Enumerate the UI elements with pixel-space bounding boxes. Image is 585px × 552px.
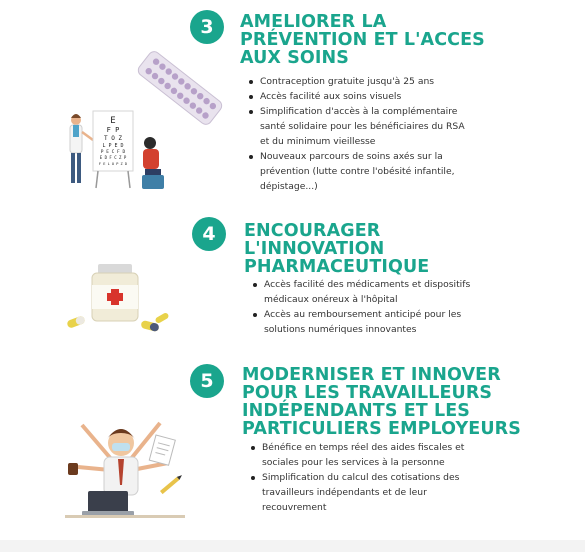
bullet-text: solutions numériques innovantes xyxy=(264,324,417,335)
eye-chart-icon xyxy=(93,111,133,188)
title-line: ENCOURAGER xyxy=(244,221,381,241)
list-item xyxy=(248,89,465,104)
bullet-text: Accès facilité aux soins visuels xyxy=(260,91,402,102)
section-3 xyxy=(0,0,585,200)
bullet-list xyxy=(250,440,464,515)
pencil-icon xyxy=(160,474,183,494)
bullet-text: Nouveaux parcours de soins axés sur la xyxy=(260,151,443,162)
list-item xyxy=(250,470,464,515)
bullet-text: et du minimum vieillesse xyxy=(260,136,376,147)
list-item xyxy=(250,440,464,470)
bullet-text: prévention (lutte contre l'obésité infantile, xyxy=(260,166,455,177)
busy-worker-illustration xyxy=(60,405,190,520)
bullet-text: Contraception gratuite jusqu'à 25 ans xyxy=(260,76,435,87)
list-item xyxy=(248,149,465,194)
bullet-list xyxy=(248,74,465,194)
list-item xyxy=(248,74,465,89)
laptop-icon xyxy=(82,491,134,516)
section-number-badge xyxy=(190,364,224,398)
footer-band xyxy=(0,540,585,552)
bullet-text: travailleurs indépendants et de leur xyxy=(262,487,427,498)
bullet-list xyxy=(252,277,470,337)
section-number: 4 xyxy=(202,223,216,245)
coffee-cup-icon xyxy=(68,463,78,475)
list-item xyxy=(248,104,465,149)
document-icon xyxy=(149,435,175,465)
title-line: PHARMACEUTIQUE xyxy=(244,257,430,277)
eye-chart-row: P E C F D xyxy=(100,150,126,155)
list-item xyxy=(252,277,470,307)
title-line: INDÉPENDANTS ET LES xyxy=(242,401,471,421)
title-line: MODERNISER ET INNOVER xyxy=(242,365,501,385)
bullet-text: médicaux onéreux à l'hôpital xyxy=(264,294,398,305)
section-title xyxy=(240,13,485,67)
bullet-text: Accès au remboursement anticipé pour les xyxy=(264,309,462,320)
section-number-badge xyxy=(192,217,226,251)
section-number-badge xyxy=(190,10,224,44)
medicine-illustration xyxy=(60,260,170,340)
section-number: 3 xyxy=(200,16,214,38)
bullet-text: Bénéfice en temps réel des aides fiscales et xyxy=(262,442,465,453)
eye-chart-row: F E L O P Z D xyxy=(98,162,128,166)
section-4 xyxy=(0,205,585,345)
eye-chart-row: T O Z xyxy=(103,135,123,142)
eye-exam-illustration xyxy=(60,48,230,198)
section-number: 5 xyxy=(200,370,214,392)
eye-chart-row: E D F C Z P xyxy=(99,155,127,160)
title-line: PRÉVENTION ET L'ACCES xyxy=(240,30,485,50)
section-title xyxy=(242,366,521,438)
bullet-text: sociales pour les services à la personne xyxy=(262,457,445,468)
medicine-bottle-icon xyxy=(92,264,138,321)
eye-chart-row: F P xyxy=(106,126,120,134)
bullet-text: Simplification du calcul des cotisations des xyxy=(262,472,460,483)
bullet-text: Simplification d'accès à la complémentaire xyxy=(260,106,458,117)
title-line: POUR LES TRAVAILLEURS xyxy=(242,383,493,403)
title-line: AMELIORER LA xyxy=(240,12,387,32)
desk xyxy=(65,515,185,518)
title-line: PARTICULIERS EMPLOYEURS xyxy=(242,419,521,439)
eye-chart-row: E xyxy=(110,116,116,126)
bullet-text: santé solidaire pour les bénéficiaires du RSA xyxy=(260,121,465,132)
list-item xyxy=(252,307,470,337)
capsule-icon xyxy=(66,315,86,329)
pill-strip-icon xyxy=(136,49,224,126)
title-line: L'INNOVATION xyxy=(244,239,385,259)
capsule-icon xyxy=(154,312,169,324)
bullet-text: Accès facilité des médicaments et dispositifs xyxy=(264,279,471,290)
eye-chart-row: L P E D xyxy=(102,143,124,149)
bullet-text: dépistage...) xyxy=(260,181,318,192)
patient-icon xyxy=(142,137,164,189)
section-title xyxy=(244,222,429,276)
bullet-text: recouvrement xyxy=(262,502,327,513)
doctor-icon xyxy=(70,114,93,183)
section-5 xyxy=(0,360,585,540)
title-line: AUX SOINS xyxy=(240,48,349,68)
